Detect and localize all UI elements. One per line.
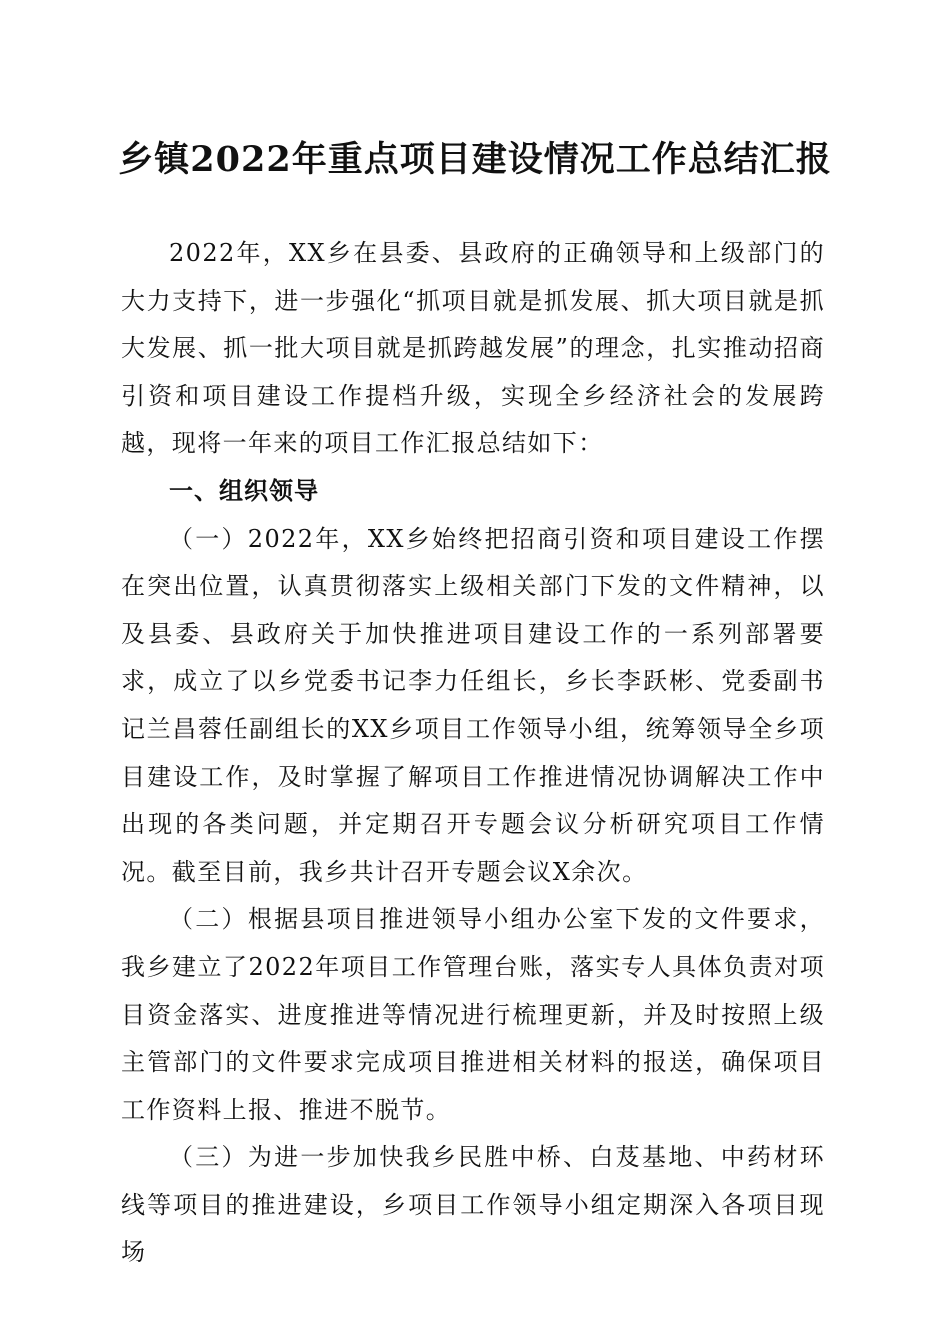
paragraph-2: （二）根据县项目推进领导小组办公室下发的文件要求，我乡建立了2022年项目工作管理台账，落实专人具体负责对项目资金落实、进度推进等情况进行梳理更新，并及时按照上级主管部门的文件要求完成项目推进相关材料的报送，确保项目工作资料上报、推进不脱节。	[121, 905, 825, 1124]
intro-paragraph: 2022年，XX乡在县委、县政府的正确领导和上级部门的大力支持下，进一步强化“抓项目就是抓发展、抓大项目就是抓大发展、抓一批大项目就是抓跨越发展”的理念，扎实推动招商引资和项目建设工作提档升级，实现全乡经济社会的发展跨越，现将一年来的项目工作汇报总结如下：	[121, 239, 825, 458]
paragraph-1: （一）2022年，XX乡始终把招商引资和项目建设工作摆在突出位置，认真贯彻落实上级相关部门下发的文件精神，以及县委、县政府关于加快推进项目建设工作的一系列部署要求，成立了以乡党委书记李力任组长，乡长李跃彬、党委副书记兰昌蓉任副组长的XX乡项目工作领导小组，统筹领导全乡项目建设工作，及时掌握了解项目工作推进情况协调解决工作中出现的各类问题，并定期召开专题会议分析研究项目工作情况。截至目前，我乡共计召开专题会议X余次。	[121, 524, 825, 886]
paragraph-3: （三）为进一步加快我乡民胜中桥、白芨基地、中药材环线等项目的推进建设，乡项目工作领导小组定期深入各项目现场	[121, 1143, 825, 1267]
section-heading-organization: 一、组织领导	[169, 476, 319, 505]
document-body	[121, 230, 825, 1277]
document-title: 乡镇2022年重点项目建设情况工作总结汇报	[118, 139, 832, 180]
